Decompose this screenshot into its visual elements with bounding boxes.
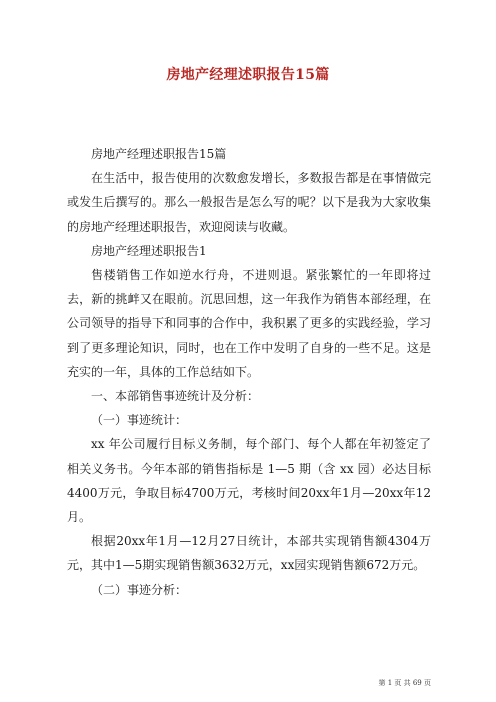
paragraph: 房地产经理述职报告15篇: [91, 147, 227, 161]
document-title: 房地产经理述职报告15篇: [166, 67, 330, 83]
subsection-heading: （一）事迹统计：: [91, 413, 188, 428]
section-heading: 一、本部销售事迹统计及分析：: [91, 389, 260, 404]
paragraph: 房地产经理述职报告1: [91, 243, 207, 258]
subsection-heading: （二）事迹分析：: [91, 582, 188, 597]
paragraph: 在生活中，报告使用的次数愈发增长，多数报告都是在事情做完或发生后撰写的。那么一般报告是怎么写的呢？以下是我为大家收集的房地产经理述职报告，欢迎阅读与收藏。: [67, 171, 431, 234]
document-body: [67, 142, 431, 602]
page-footer: 第 1 页 共 69 页: [378, 679, 431, 687]
paragraph: 售楼销售工作如逆水行舟，不进则退。紧张繁忙的一年即将过去，新的挑衅又在眼前。沉思回想，这一年我作为销售本部经理，在公司领导的指导下和同事的合作中，我积累了更多的实践经验，学习到了更多理论知识，同时，也在工作中发明了自身的一些不足。这是充实的一年，具体的工作总结如下。: [67, 268, 431, 379]
paragraph: 根据20xx年1月—12月27日统计，本部共实现销售额4304万元，其中1—5期实现销售额3632万元，xx园实现销售额672万元。: [67, 534, 431, 573]
paragraph: xx 年公司履行目标义务制，每个部门、每个人都在年初签定了相关义务书。今年本部的销售指标是 1—5 期（含 xx 园）必达目标4400万元，争取目标4700万元，考核时间20xx年1月—20xx年12月。: [67, 437, 431, 525]
